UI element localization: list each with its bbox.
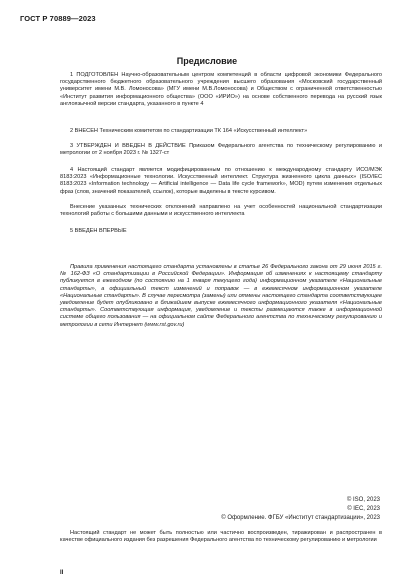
rules-note: Правила применения настоящего стандарта установлены в статье 26 Федерального закона от 29 июня 2015 г. № 162-ФЗ «О стандартизации в Российской Федерации». Информация об изменениях к настоящему стандарту публикуется в ежегодном (по состоянию на 1 января текущего года) информационном указателе «Национальные стандарты», а официальный текст изменений и поправок — в ежемесячном информационном указателе «Национальные стандарты». В случае пересмотра (замены) или отмены настоящего стандарта соответствующее уведомление будет опубликовано в ближайшем выпуске ежемесячного информационного указателя «Национальные стандарты». Соответствующая информация, уведомление и тексты размещаются также в информационной системе общего пользования — на официальном сайте Федерального агентства по техническому регулированию и метрологии в сети Интернет (www.rst.gov.ru) xyxy=(60,264,382,328)
copyright-iec: © IEC, 2023 xyxy=(347,506,380,512)
paragraph-4: 4 Настоящий стандарт является модифицированным по отношению к международному стандарту ИСО/МЭК 8183:2023 «Информационные технологии. Искусственный интеллект. Структура жизненного цикла данных» (ISO/IEC 8183:2023 «Information technology — Artificial intelligence — Data life cycle framework», MOD) путем изменения отдельных фраз (слов, значений показателей, ссылок), которые выделены в тексте курсивом. xyxy=(60,167,382,195)
page-title: Предисловие xyxy=(176,56,238,66)
page-number: II xyxy=(60,570,64,576)
copyright-design: © Оформление. ФГБУ «Институт стандартизации», 2023 xyxy=(221,515,380,521)
paragraph-2: 2 ВНЕСЕН Техническим комитетом по стандартизации ТК 164 «Искусственный интеллект» xyxy=(70,128,308,134)
copyright-iso: © ISO, 2023 xyxy=(346,497,380,503)
paragraph-1: 1 ПОДГОТОВЛЕН Научно-образовательным центром компетенций в области цифровой экономики Федерального государственного бюджетного образовательного учреждения высшего образования «Московский государственный университет имени М.В. Ломоносова» (МГУ имени М.В.Ломоносова) и Обществом с ограниченной ответственностью «Институт развития информационного общества» (ООО «ИРИО») на основе собственного перевода на русский язык англоязычной версии стандарта, указанного в пункте 4 xyxy=(60,72,382,107)
reproduction-notice: Настоящий стандарт не может быть полностью или частично воспроизведен, тиражирован и распространен в качестве официального издания без разрешения Федерального агентства по техническому регулированию и метрологии xyxy=(60,530,382,544)
paragraph-4-note: Внесение указанных технических отклонений направлено на учет особенностей национальной стандартизации технологий работы с большими данными и искусственного интеллекта xyxy=(60,204,382,218)
paragraph-3: 3 УТВЕРЖДЕН И ВВЕДЕН В ДЕЙСТВИЕ Приказом Федерального агентства по техническому регулированию и метрологии от 2 ноября 2023 г. № 1327-ст xyxy=(60,143,382,157)
document-id: ГОСТ Р 70889—2023 xyxy=(20,14,96,23)
paragraph-5: 5 ВВЕДЕН ВПЕРВЫЕ xyxy=(70,228,127,234)
